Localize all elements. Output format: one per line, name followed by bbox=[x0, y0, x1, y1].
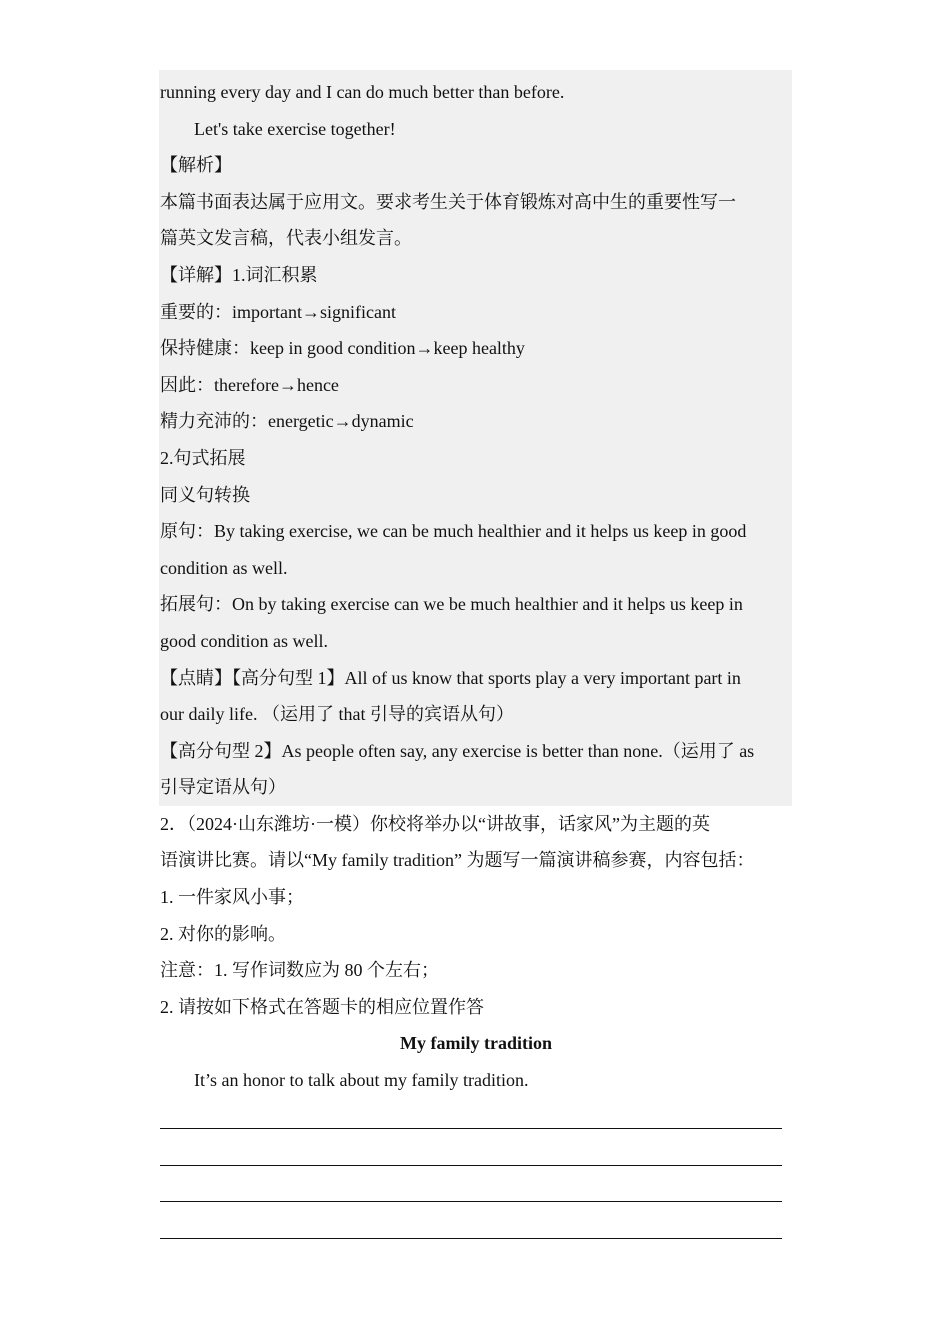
question-line: 2. 请按如下格式在答题卡的相应位置作答 bbox=[160, 996, 484, 1017]
text-line: 原句：By taking exercise, we can be much healthier and it helps us keep in good bbox=[160, 521, 747, 542]
answer-line[interactable] bbox=[160, 1099, 792, 1136]
essay-title: My family tradition bbox=[400, 1033, 552, 1054]
detail-heading: 【详解】1.词汇积累 bbox=[160, 264, 318, 285]
question-line: 2．（2024·山东潍坊·一模）你校将举办以“讲故事，话家风”为主题的英 bbox=[160, 813, 710, 834]
text-line: Let's take exercise together! bbox=[194, 118, 396, 139]
sentence-heading: 2.句式拓展 bbox=[160, 447, 246, 468]
text-line: 同义句转换 bbox=[160, 484, 250, 505]
question-line: 注意：1. 写作词数应为 80 个左右； bbox=[160, 960, 439, 981]
answer-explanation-block bbox=[159, 70, 792, 806]
vocab-line: 重要的：important→significant bbox=[160, 301, 396, 322]
text-line: 【高分句型 2】As people often say, any exercise is better than none.（运用了 as bbox=[160, 740, 755, 761]
analysis-heading: 【解析】 bbox=[160, 155, 232, 176]
answer-line[interactable] bbox=[160, 1172, 792, 1209]
question-line: 2. 对你的影响。 bbox=[160, 923, 286, 944]
text-line: our daily life. （运用了 that 引导的宾语从句） bbox=[160, 704, 514, 725]
text-line: 篇英文发言稿，代表小组发言。 bbox=[160, 228, 412, 249]
question-line: 1. 一件家风小事； bbox=[160, 887, 304, 908]
text-line: 引导定语从句） bbox=[160, 777, 286, 798]
vocab-line: 精力充沛的：energetic→dynamic bbox=[160, 411, 414, 432]
answer-line[interactable] bbox=[160, 1208, 792, 1245]
question-block bbox=[160, 806, 792, 1245]
vocab-line: 因此：therefore→hence bbox=[160, 374, 339, 395]
essay-opening: It’s an honor to talk about my family tradition. bbox=[194, 1070, 529, 1091]
vocab-line: 保持健康：keep in good condition→keep healthy bbox=[160, 338, 525, 359]
text-line: 拓展句：On by taking exercise can we be much healthier and it helps us keep in bbox=[160, 594, 743, 615]
text-line: condition as well. bbox=[160, 557, 288, 578]
text-line: good condition as well. bbox=[160, 630, 328, 651]
question-line: 语演讲比赛。请以“My family tradition” 为题写一篇演讲稿参赛，内容包括： bbox=[160, 850, 755, 871]
text-line: running every day and I can do much better than before. bbox=[160, 82, 565, 102]
answer-line[interactable] bbox=[160, 1135, 792, 1172]
document-page bbox=[160, 70, 792, 1245]
text-line: 本篇书面表达属于应用文。要求考生关于体育锻炼对高中生的重要性写一 bbox=[160, 191, 736, 212]
text-line: 【点睛】【高分句型 1】All of us know that sports play a very important part in bbox=[160, 667, 741, 688]
